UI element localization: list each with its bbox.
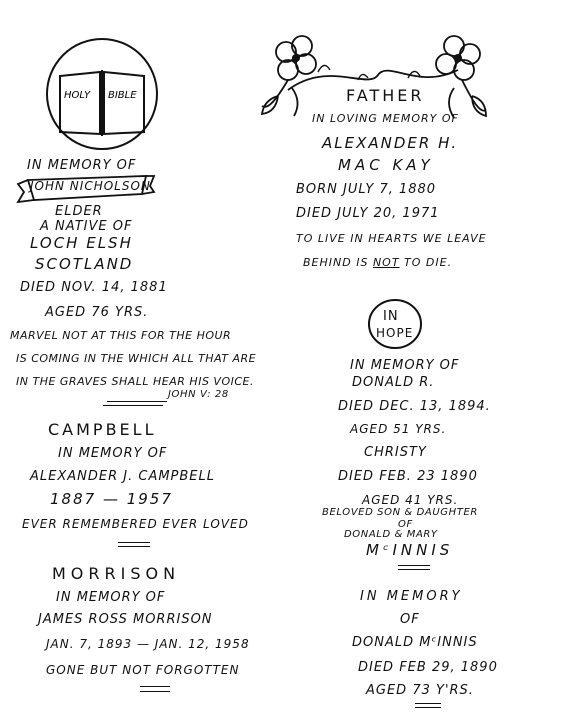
nicholson-verse-line-2: IS COMING IN THE WHICH ALL THAT ARE — [16, 352, 257, 365]
nicholson-line-elder: ELDER — [55, 204, 103, 219]
nicholson-died: DIED NOV. 14, 1881 — [20, 280, 168, 295]
christy-name: CHRISTY — [364, 445, 427, 460]
nicholson-line-scotland: SCOTLAND — [35, 255, 134, 273]
campbell-dates: 1887 — 1957 — [50, 490, 173, 508]
nicholson-in-memory-of: IN MEMORY OF — [27, 158, 137, 173]
campbell-epitaph: EVER REMEMBERED EVER LOVED — [22, 517, 249, 531]
mcinnis-parents: DONALD & MARY — [344, 529, 438, 540]
donald-r-died: DIED DEC. 13, 1894. — [338, 399, 491, 414]
epitaph-underlined-word: NOT — [372, 256, 400, 269]
donald-mcinnis-of: OF — [400, 612, 420, 627]
bible-right-page-text: BIBLE — [108, 90, 137, 101]
morrison-surname: MORRISON — [52, 564, 181, 583]
in-hope-line-1: IN — [383, 309, 399, 324]
donald-mcinnis-died: DIED FEB 29, 1890 — [358, 660, 498, 675]
mackay-died: DIED JULY 20, 1971 — [296, 206, 440, 221]
christy-aged: AGED 41 YRS. — [362, 493, 459, 507]
donald-r-aged: AGED 51 YRS. — [350, 422, 447, 436]
donald-r-name: DONALD R. — [352, 375, 435, 390]
mackay-heading: FATHER — [346, 86, 425, 105]
nicholson-name: JOHN NICHOLSON — [30, 179, 151, 193]
divider-rule — [103, 405, 163, 406]
donald-mcinnis-name: DONALD MᶜINNIS — [352, 635, 478, 650]
bible-left-page-text: HOLY — [64, 90, 91, 101]
campbell-name: ALEXANDER J. CAMPBELL — [30, 469, 216, 484]
nicholson-verse-line-3: IN THE GRAVES SHALL HEAR HIS VOICE. — [16, 375, 254, 388]
divider-rule — [398, 569, 430, 570]
mackay-born: BORN JULY 7, 1880 — [296, 182, 437, 197]
mackay-epitaph-line-2 — [303, 257, 452, 268]
morrison-epitaph: GONE BUT NOT FORGOTTEN — [46, 663, 240, 677]
campbell-in-memory-of: IN MEMORY OF — [58, 446, 168, 461]
mcinnis-in-memory-of: IN MEMORY OF — [350, 358, 460, 373]
morrison-in-memory-of: IN MEMORY OF — [56, 590, 166, 605]
in-hope-circle — [367, 298, 423, 350]
nicholson-verse-reference: JOHN V: 28 — [168, 389, 229, 400]
left-flower-icon — [276, 36, 316, 80]
holy-bible-emblem — [44, 36, 160, 152]
mackay-epitaph-line-1: TO LIVE IN HEARTS WE LEAVE — [296, 232, 487, 245]
mcinnis-surname: MᶜINNIS — [366, 541, 454, 559]
christy-died: DIED FEB. 23 1890 — [338, 469, 478, 484]
donald-mcinnis-aged: AGED 73 Y'RS. — [366, 683, 474, 698]
morrison-name: JAMES ROSS MORRISON — [38, 612, 213, 627]
mackay-given-name: ALEXANDER H. — [322, 134, 459, 152]
divider-rule — [140, 691, 170, 692]
epitaph-text: BEHIND IS — [303, 256, 373, 269]
right-flower-icon — [436, 36, 480, 80]
divider-rule — [415, 703, 441, 704]
epitaph-text: TO DIE. — [399, 256, 453, 269]
mcinnis-relation: BELOVED SON & DAUGHTER — [322, 507, 478, 518]
mackay-in-loving-memory: IN LOVING MEMORY OF — [312, 112, 459, 125]
nicholson-verse-line-1: MARVEL NOT AT THIS FOR THE HOUR — [10, 329, 232, 342]
nicholson-line-loch: LOCH ELSH — [30, 234, 133, 252]
divider-rule — [398, 565, 430, 566]
divider-rule — [415, 707, 441, 708]
morrison-dates: JAN. 7, 1893 — JAN. 12, 1958 — [46, 637, 250, 651]
campbell-surname: CAMPBELL — [48, 420, 157, 439]
donald-mcinnis-in-memory: IN MEMORY — [360, 589, 463, 604]
divider-rule — [107, 401, 167, 402]
nicholson-aged: AGED 76 YRS. — [45, 305, 149, 320]
mackay-surname: MAC KAY — [338, 156, 434, 174]
nicholson-line-native: A NATIVE OF — [40, 219, 133, 234]
mcinnis-of: OF — [398, 519, 413, 530]
divider-rule — [118, 546, 150, 547]
divider-rule — [140, 686, 170, 687]
divider-rule — [118, 542, 150, 543]
in-hope-line-2: HOPE — [376, 326, 414, 340]
